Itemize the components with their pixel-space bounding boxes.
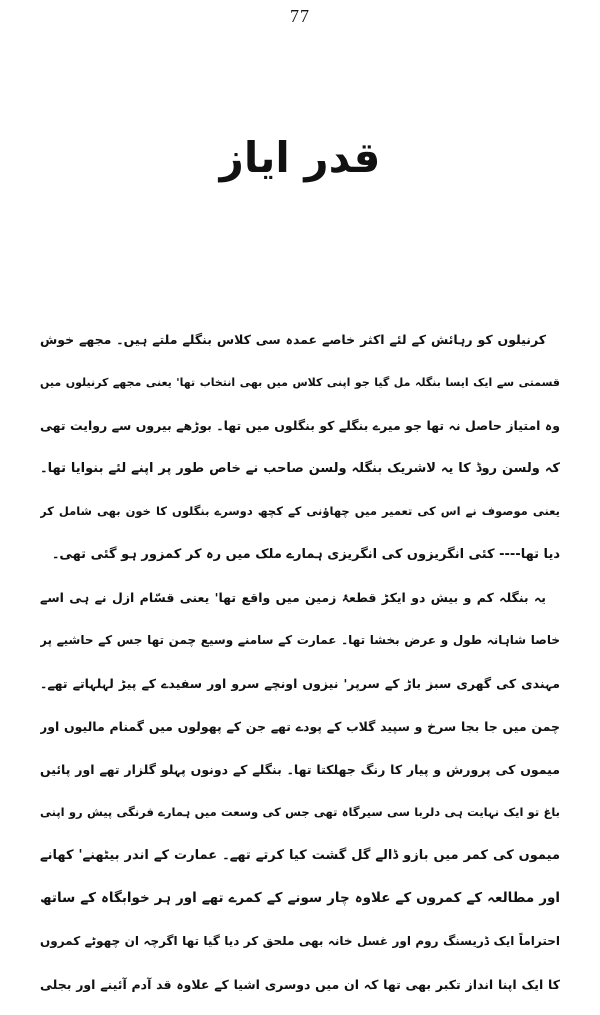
body-line: دیا تھا---- کئی انگریزوں کی انگریزی ہمارے ملک میں رہ کر کمزور ہو گئی تھی۔: [51, 547, 560, 562]
page-number: 77: [290, 6, 310, 26]
body-line: احتراماً ایک ڈریسنگ روم اور غسل خانہ بھی ملحق کر دیا گیا تھا اگرچہ ان چھوٹے کمروں: [40, 934, 560, 948]
body-line: قسمتی سے ایک ایسا بنگلہ مل گیا جو اپنی کلاس میں بھی انتخاب تھا' یعنی مجھے کرنیلوں میں: [40, 376, 560, 389]
body-line: میموں کی پرورش و پیار کا رنگ جھلکتا تھا۔ بنگلے کے دونوں پہلو گلزار تھے اور پائیں: [40, 762, 560, 777]
body-line: چمن میں جا بجا سرخ و سپید گلاب کے پودے تھے جن کے پھولوں میں گمنام مالیوں اور: [40, 719, 560, 734]
body-line: کرنیلوں کو رہائش کے لئے اکثر خاصے عمدہ سی کلاس بنگلے ملتے ہیں۔ مجھے خوش: [40, 332, 546, 347]
body-line: یعنی موصوف نے اس کی تعمیر میں چھاؤنی کے کچھ دوسرے بنگلوں کا خون بھی شامل کر: [40, 504, 560, 518]
chapter-title: قدر ایاز: [219, 133, 381, 182]
body-text: [40, 318, 560, 1006]
body-line: اور مطالعہ کے کمروں کے علاوہ چار سونے کے کمرے تھے اور ہر خوابگاہ کے ساتھ: [40, 890, 560, 906]
body-line: میموں کی کمر میں بازو ڈالے گل گشت کیا کرتے تھے۔ عمارت کے اندر بیٹھنے' کھانے: [40, 848, 560, 863]
body-line: خاصا شاہانہ طول و عرض بخشا تھا۔ عمارت کے سامنے وسیع چمن تھا جس کے حاشیے پر: [40, 633, 560, 647]
body-line: وہ امتیاز حاصل نہ تھا جو میرے بنگلے کو بنگلوں میں تھا۔ بوڑھے بیروں سے روایت تھی: [40, 418, 560, 433]
body-line: کا ایک اپنا انداز تکبر بھی تھا کہ ان میں دوسری اشیا کے علاوہ قد آدم آئینے اور بجلی: [40, 977, 560, 992]
body-line: کہ ولسن روڈ کا یہ لاشریک بنگلہ ولسن صاحب نے خاص طور پر اپنے لئے بنوایا تھا۔: [40, 461, 560, 476]
body-line: مہندی کی گھری سبز باڑ کے سرپر' نیزوں اونچے سرو اور سفیدے کے پیڑ لہلہاتے تھے۔: [40, 676, 560, 691]
body-line: یہ بنگلہ کم و بیش دو ایکڑ قطعۂ زمین میں واقع تھا' یعنی قسّام ازل نے ہی اسے: [40, 590, 546, 605]
body-line: باغ تو ایک نہایت ہی دلربا سی سیرگاہ تھی جس کی وسعت میں ہمارے فرنگی پیش رو اپنی: [40, 805, 560, 819]
